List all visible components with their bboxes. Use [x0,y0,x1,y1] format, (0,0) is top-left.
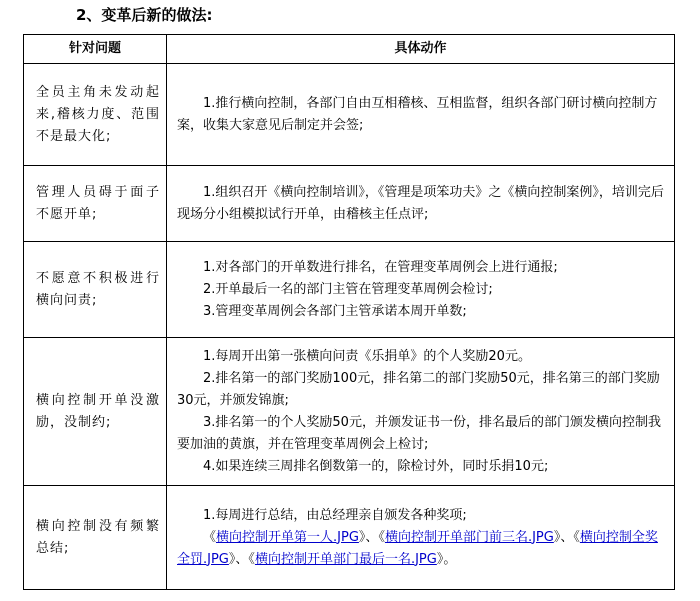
separator: 、 [365,529,379,545]
action-item: 1.对各部门的开单数进行排名，在管理变革周例会上进行通报; [203,259,558,275]
section-heading: 2、变革后新的做法: [76,6,213,24]
action-item: 1.每周开出第一张横向问责《乐捐单》的个人奖励20元。 [203,348,531,364]
bracket-open: 《 [203,529,217,545]
bracket-close: 》 [358,529,366,545]
separator: 、 [235,551,249,567]
photo-link[interactable]: 横向控制开单部门前三名.JPG [384,529,554,545]
column-header-problem: 针对问题 [24,35,167,64]
action-item: 2.排名第一的部门奖励100元，排名第二的部门奖励50元，排名第三的部门奖励30元，并颁发锦旗; [177,370,660,408]
table-row [24,64,675,166]
bracket-open: 《 [378,529,385,545]
actions-cell [167,486,675,590]
actions-cell [167,338,675,486]
table-header-row [24,35,675,64]
action-item: 3.排名第一的个人奖励50元，并颁发证书一份，排名最后的部门颁发横向控制我要加油的黄旗，并在管理变革周例会上检讨; [177,414,661,452]
bracket-open: 《 [573,529,580,545]
table-row [24,242,675,338]
column-header-actions: 具体动作 [167,35,675,64]
table-row [24,486,675,590]
action-item: 1.组织召开《横向控制培训》，《管理是项笨功夫》之《横向控制案例》，培训完后现场分小组模拟试行开单，由稽核主任点评; [177,184,664,222]
table-row [24,338,675,486]
problem-cell: 全员主角未发动起来,稽核力度、范围不是最大化; [24,64,167,166]
problem-cell: 管理人员碍于面子不愿开单; [24,166,167,242]
photo-links [177,527,668,571]
measures-table [23,34,675,590]
bracket-close: 》 [553,529,561,545]
photo-link[interactable]: 横向控制开单第一人.JPG [216,529,359,545]
action-item: 1.推行横向控制，各部门自由互相稽核、互相监督，组织各部门研讨横向控制方案，收集大家意见后制定并会签; [177,95,658,133]
bracket-close: 》 [436,551,444,567]
action-item: 1.每周进行总结，由总经理亲自颁发各种奖项; [203,507,467,523]
problem-cell: 横向控制没有频繁总结; [24,486,167,590]
actions-cell [167,64,675,166]
actions-cell [167,166,675,242]
end-mark: 。 [443,551,457,567]
separator: 、 [560,529,574,545]
problem-cell: 不愿意不积极进行横向问责; [24,242,167,338]
bracket-open: 《 [248,551,255,567]
problem-cell: 横向控制开单没激励，没制约; [24,338,167,486]
photo-link[interactable]: 横向控制开单部门最后一名.JPG [254,551,437,567]
table-row [24,166,675,242]
bracket-close: 》 [228,551,236,567]
action-item: 2.开单最后一名的部门主管在管理变革周例会检讨; [203,281,493,297]
photo-link[interactable]: 横向控制全奖全罚.JPG [177,529,658,567]
actions-cell [167,242,675,338]
action-item: 4.如果连续三周排名倒数第一的，除检讨外，同时乐捐10元; [203,458,549,474]
action-item: 3.管理变革周例会各部门主管承诺本周开单数; [203,303,467,319]
